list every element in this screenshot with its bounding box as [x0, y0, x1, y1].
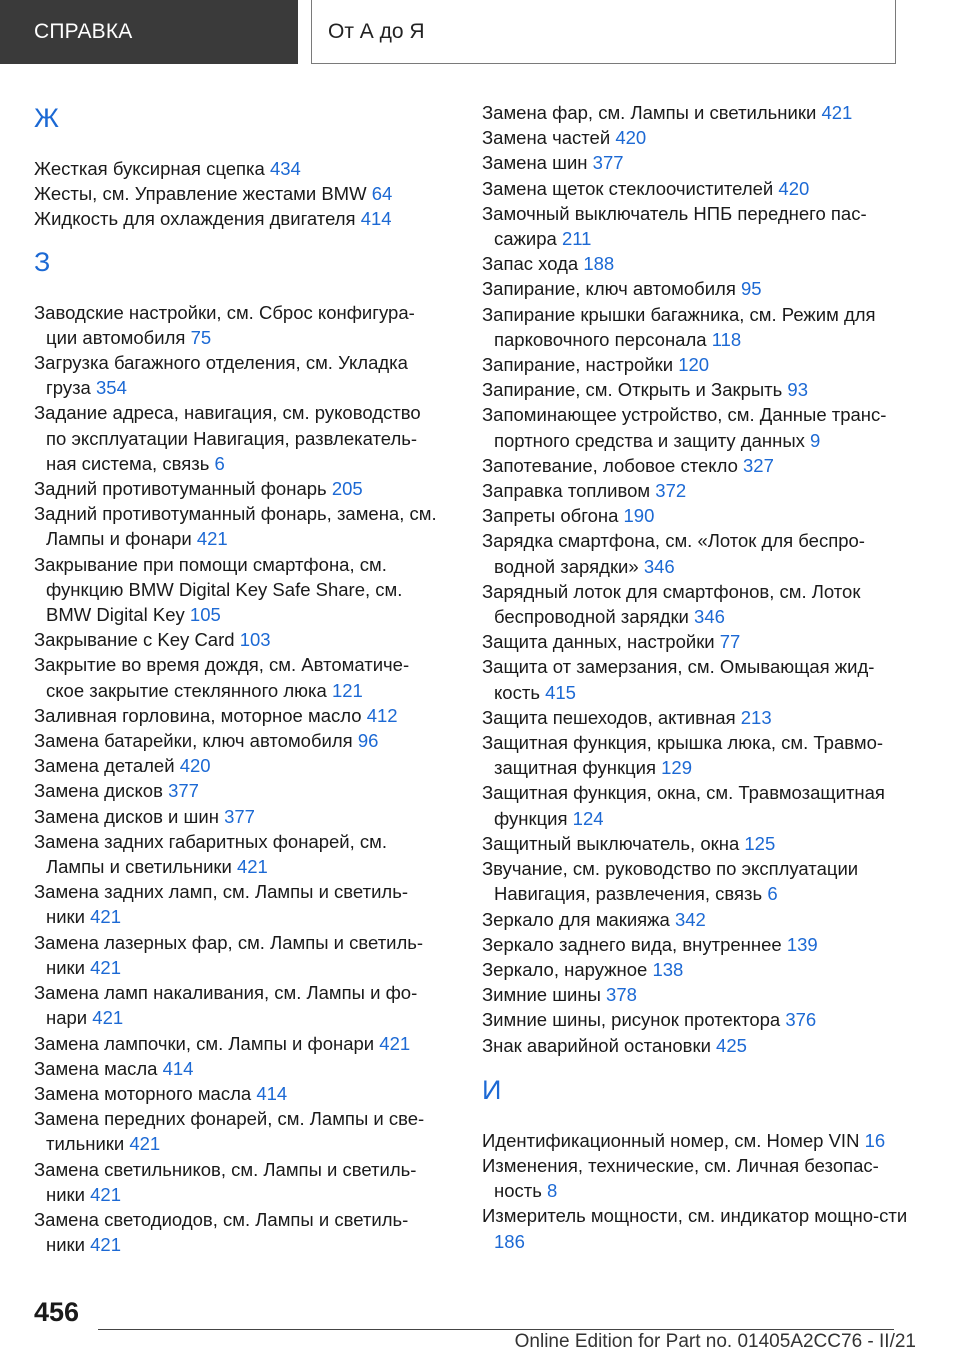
index-entry-text: Защита от замерзания, см. Омывающая жид‐кость [482, 656, 875, 703]
index-entry [482, 654, 912, 704]
page-reference-link[interactable]: 415 [545, 681, 576, 703]
page-reference-link[interactable]: 420 [778, 177, 810, 199]
page-number: 456 [34, 1297, 80, 1327]
index-entry [482, 907, 912, 932]
index-entry [482, 276, 912, 301]
index-entry [34, 1056, 446, 1081]
page-reference-link[interactable]: 421 [379, 1032, 411, 1054]
index-entry-text: Замена батарейки, ключ автомобиля [34, 730, 358, 752]
index-entry [34, 501, 446, 551]
index-entry-text: Запирание, см. Открыть и Закрыть [482, 379, 788, 401]
index-entry [482, 352, 912, 377]
index-entry [34, 728, 446, 753]
page-reference-link[interactable]: 95 [741, 278, 762, 300]
index-entry [482, 982, 912, 1007]
index-entry [34, 753, 446, 778]
index-entry-text: Зарядка смартфона, см. «Лоток для беспро‐водной зарядки» [482, 530, 865, 577]
index-entry-text: Запирание, ключ автомобиля [482, 278, 742, 300]
index-entry [482, 201, 912, 251]
index-entry-text: Жесткая буксирная сцепка [34, 158, 270, 179]
index-entry-text: Замена фар, см. Лампы и светильники [482, 102, 822, 123]
index-entry-text: Замена лазерных фар, см. Лампы и светиль‐ники [34, 931, 424, 978]
section-tab: СПРАВКА [0, 0, 298, 64]
index-entry [34, 206, 446, 231]
index-entry-text: Звучание, см. руководство по эксплуатации Навигация, развлечения, связь [482, 858, 859, 905]
page-reference-link[interactable]: 8 [547, 1180, 558, 1202]
index-entry-text: Замена шин [482, 152, 593, 174]
index-entry-text: Замена деталей [34, 755, 180, 777]
index-entry [482, 402, 912, 452]
index-entry-text: Запас хода [482, 253, 584, 275]
page-reference-link[interactable]: 9 [810, 429, 821, 451]
index-entry [34, 300, 446, 350]
page-reference-link[interactable]: 211 [561, 228, 592, 250]
page-reference-link[interactable]: 125 [744, 832, 776, 854]
index-entry [482, 932, 912, 957]
index-entry [482, 478, 912, 503]
index-entry [34, 627, 446, 652]
index-entry-text: Запирание, настройки [482, 354, 679, 376]
page-reference-link[interactable]: 105 [189, 604, 221, 626]
page-reference-link[interactable]: 420 [179, 755, 211, 777]
page-reference-link[interactable]: 129 [661, 757, 692, 779]
index-entry-text: Замена задних габаритных фонарей, см. Лампы и светильники [34, 830, 388, 878]
index-entry [482, 957, 912, 982]
index-entry-text: Защитный выключатель, окна [482, 832, 745, 854]
index-entry [482, 100, 912, 125]
page-reference-link[interactable]: 412 [366, 704, 398, 726]
index-entry-text: Замена передних фонарей, см. Лампы и све‐тильники [34, 1108, 425, 1155]
index-entry [34, 930, 446, 980]
page-reference-link[interactable]: 377 [168, 780, 199, 802]
page-reference-link[interactable]: 121 [331, 679, 363, 701]
index-entry-text: Замена светильников, см. Лампы и светиль‐ники [34, 1158, 417, 1205]
index-entry [34, 1207, 446, 1257]
page-reference-link[interactable]: 6 [214, 452, 225, 474]
index-entry [482, 629, 912, 654]
page-reference-link[interactable]: 377 [224, 805, 255, 827]
index-entry [482, 856, 912, 906]
page-reference-link[interactable]: 421 [90, 1183, 121, 1205]
index-entry [482, 125, 912, 150]
index-entry-text: Изменения, технические, см. Личная безопас‐ность [482, 1154, 879, 1202]
index-entry-text: Замена лампочки, см. Лампы и фонари [34, 1032, 380, 1054]
page-reference-link[interactable]: 434 [269, 158, 301, 179]
page-reference-link[interactable]: 103 [239, 629, 271, 651]
index-entry-text: Зарядный лоток для смартфонов, см. Лоток беспроводной зарядки [482, 580, 861, 628]
index-entry [482, 1007, 912, 1032]
index-entry-text: Запреты обгона [482, 505, 624, 527]
page-reference-link[interactable]: 421 [90, 906, 121, 928]
page-reference-link[interactable]: 16 [864, 1129, 886, 1151]
index-entry [34, 1106, 446, 1156]
index-entry-text: Задний противотуманный фонарь, замена, см. Лампы и фонари [34, 503, 437, 550]
page-reference-link[interactable]: 421 [129, 1133, 161, 1155]
index-entry-text: Защитная функция, крышка люка, см. Травмо‐защитная функция [482, 732, 884, 779]
edition-footer: Online Edition for Part no. 01405A2CC76 - II/21 [514, 1331, 916, 1352]
index-entry-text: Замена задних ламп, см. Лампы и светиль‐ники [34, 881, 408, 928]
index-entry [482, 1203, 912, 1253]
page-reference-link[interactable]: 346 [643, 555, 675, 577]
page-reference-link[interactable]: 378 [606, 984, 637, 1006]
index-entry [482, 1128, 912, 1153]
page-reference-link[interactable]: 354 [96, 377, 127, 399]
page-reference-link[interactable]: 421 [90, 956, 121, 978]
index-entry-text: Защита данных, настройки [482, 631, 720, 653]
page-reference-link[interactable]: 75 [190, 326, 212, 348]
index-entry [482, 251, 912, 276]
index-entry-text: Зеркало для макияжа [482, 908, 675, 930]
index-entry [34, 980, 446, 1030]
page-reference-link[interactable]: 414 [256, 1082, 288, 1104]
page-reference-link[interactable]: 376 [785, 1009, 817, 1031]
page-reference-link[interactable]: 327 [743, 454, 774, 476]
index-entry [482, 528, 912, 578]
page-reference-link[interactable]: 6 [767, 883, 778, 905]
index-entry-text: Задний противотуманный фонарь [34, 478, 332, 500]
index-entry [34, 1157, 446, 1207]
index-entry-text: Загрузка багажного отделения, см. Укладка груза [34, 352, 408, 399]
page-reference-link[interactable]: 421 [236, 856, 268, 878]
index-entry-text: Задание адреса, навигация, см. руководство по эксплуатации Навигация, развлекатель‐ная система, связь [34, 402, 421, 474]
page-reference-link[interactable]: 213 [740, 706, 772, 728]
index-entry-text: Замена ламп накаливания, см. Лампы и фо‐нари [34, 982, 418, 1029]
index-entry-text: Замена моторного масла [34, 1082, 257, 1104]
subsection-tab: От А до Я [311, 0, 896, 64]
page-reference-link[interactable]: 124 [572, 807, 604, 829]
page-reference-link[interactable]: 421 [92, 1007, 124, 1029]
index-entry-text: Зеркало, наружное [482, 958, 653, 980]
page-reference-link[interactable]: 186 [494, 1230, 525, 1252]
page-reference-link[interactable]: 93 [787, 379, 808, 401]
index-entry [482, 1033, 912, 1058]
index-entry-text: Замена дисков [34, 780, 169, 802]
index-entry [482, 705, 912, 730]
index-entry-text: Идентификационный номер, см. Номер VIN [482, 1129, 865, 1151]
index-entry [482, 176, 912, 201]
index-entry [34, 552, 446, 628]
index-entry [34, 778, 446, 803]
footer-divider [98, 1329, 894, 1330]
page-reference-link[interactable]: 96 [357, 730, 379, 752]
page-reference-link[interactable]: 420 [615, 127, 647, 149]
page-reference-link[interactable]: 64 [371, 183, 393, 205]
index-entry [34, 703, 446, 728]
page-reference-link[interactable]: 425 [716, 1034, 747, 1056]
index-entry [482, 377, 912, 402]
page-reference-link[interactable]: 372 [655, 480, 687, 502]
index-entry-text: Замена частей [482, 127, 616, 149]
index-entry [482, 453, 912, 478]
page-reference-link[interactable]: 120 [678, 354, 710, 376]
page-reference-link[interactable]: 188 [583, 253, 615, 275]
index-entry [34, 156, 446, 181]
index-entry [34, 652, 446, 702]
index-letter-heading: И [482, 1074, 502, 1105]
page-reference-link[interactable]: 421 [821, 102, 853, 123]
index-entry-text: Замена светодиодов, см. Лампы и светиль‐ники [34, 1208, 409, 1256]
index-entry [34, 181, 446, 206]
index-entry-text: Зимние шины [482, 984, 607, 1006]
index-entry [34, 879, 446, 929]
page-reference-link[interactable]: 139 [786, 933, 818, 955]
index-entry-text: Закрытие во время дождя, см. Автоматиче‐ское закрытие стеклянного люка [34, 654, 410, 701]
index-entry [34, 476, 446, 501]
index-entry-text: Зимние шины, рисунок протектора [482, 1009, 786, 1031]
page-reference-link[interactable]: 421 [90, 1234, 121, 1256]
index-letter-heading: З [34, 246, 51, 277]
index-column-left [34, 100, 446, 1257]
index-entry-text: Замена масла [34, 1057, 163, 1079]
index-entry-text: Замена дисков и шин [34, 805, 225, 827]
page-reference-link[interactable]: 414 [360, 208, 392, 230]
index-entry-text: Знак аварийной остановки [482, 1034, 717, 1056]
index-column-right [482, 100, 912, 1254]
index-entry-text: Закрывание при помощи смартфона, см. функцию BMW Digital Key Safe Share, см. BMW Digital Key [34, 553, 403, 626]
page-reference-link[interactable]: 205 [331, 478, 363, 500]
page-reference-link[interactable]: 414 [162, 1057, 194, 1079]
index-entry-text: Запоминающее устройство, см. Данные транс‐портного средства и защиту данных [482, 404, 887, 451]
index-entry-text: Заливная горловина, моторное масло [34, 704, 367, 726]
index-entry-text: Запотевание, лобовое стекло [482, 454, 743, 476]
index-entry-text: Заправка топливом [482, 480, 656, 502]
index-entry [34, 350, 446, 400]
index-entry [482, 1153, 912, 1203]
index-entry-text: Жесты, см. Управление жестами BMW [34, 183, 372, 205]
page-reference-link[interactable]: 346 [694, 606, 725, 628]
index-entry [34, 829, 446, 879]
page-reference-link[interactable]: 421 [196, 528, 228, 550]
page-reference-link[interactable]: 138 [652, 958, 684, 980]
index-entry [482, 579, 912, 629]
page-reference-link[interactable]: 342 [674, 908, 706, 930]
index-entry-text: Запирание крышки багажника, см. Режим для парковочного персонала [482, 303, 876, 350]
index-entry-text: Закрывание с Key Card [34, 629, 240, 651]
index-entry [482, 302, 912, 352]
index-entry-text: Замена щеток стеклоочистителей [482, 177, 779, 199]
index-letter-heading: Ж [34, 103, 59, 133]
index-entry [34, 400, 446, 476]
index-entry [482, 831, 912, 856]
index-entry-text: Зеркало заднего вида, внутреннее [482, 933, 787, 955]
index-entry [482, 503, 912, 528]
index-entry [34, 804, 446, 829]
page-reference-link[interactable]: 77 [719, 631, 741, 653]
index-entry-text: Защита пешеходов, активная [482, 706, 741, 728]
index-entry [482, 730, 912, 780]
index-entry [34, 1031, 446, 1056]
index-entry-text: Защитная функция, окна, см. Травмозащитная функция [482, 782, 885, 829]
index-entry [34, 1081, 446, 1106]
index-entry-text: Измеритель мощности, см. индикатор мощно‐сти [482, 1205, 908, 1227]
page-reference-link[interactable]: 377 [592, 152, 624, 174]
page-reference-link[interactable]: 118 [711, 328, 742, 350]
index-entry-text: Заводские настройки, см. Сброс конфигура‐ции автомобиля [34, 301, 415, 348]
page-reference-link[interactable]: 190 [623, 505, 655, 527]
index-entry [482, 780, 912, 830]
index-entry [482, 150, 912, 175]
index-entry-text: Жидкость для охлаждения двигателя [34, 208, 361, 230]
index-entry-text: Замочный выключатель НПБ переднего пас‐сажира [482, 202, 867, 250]
